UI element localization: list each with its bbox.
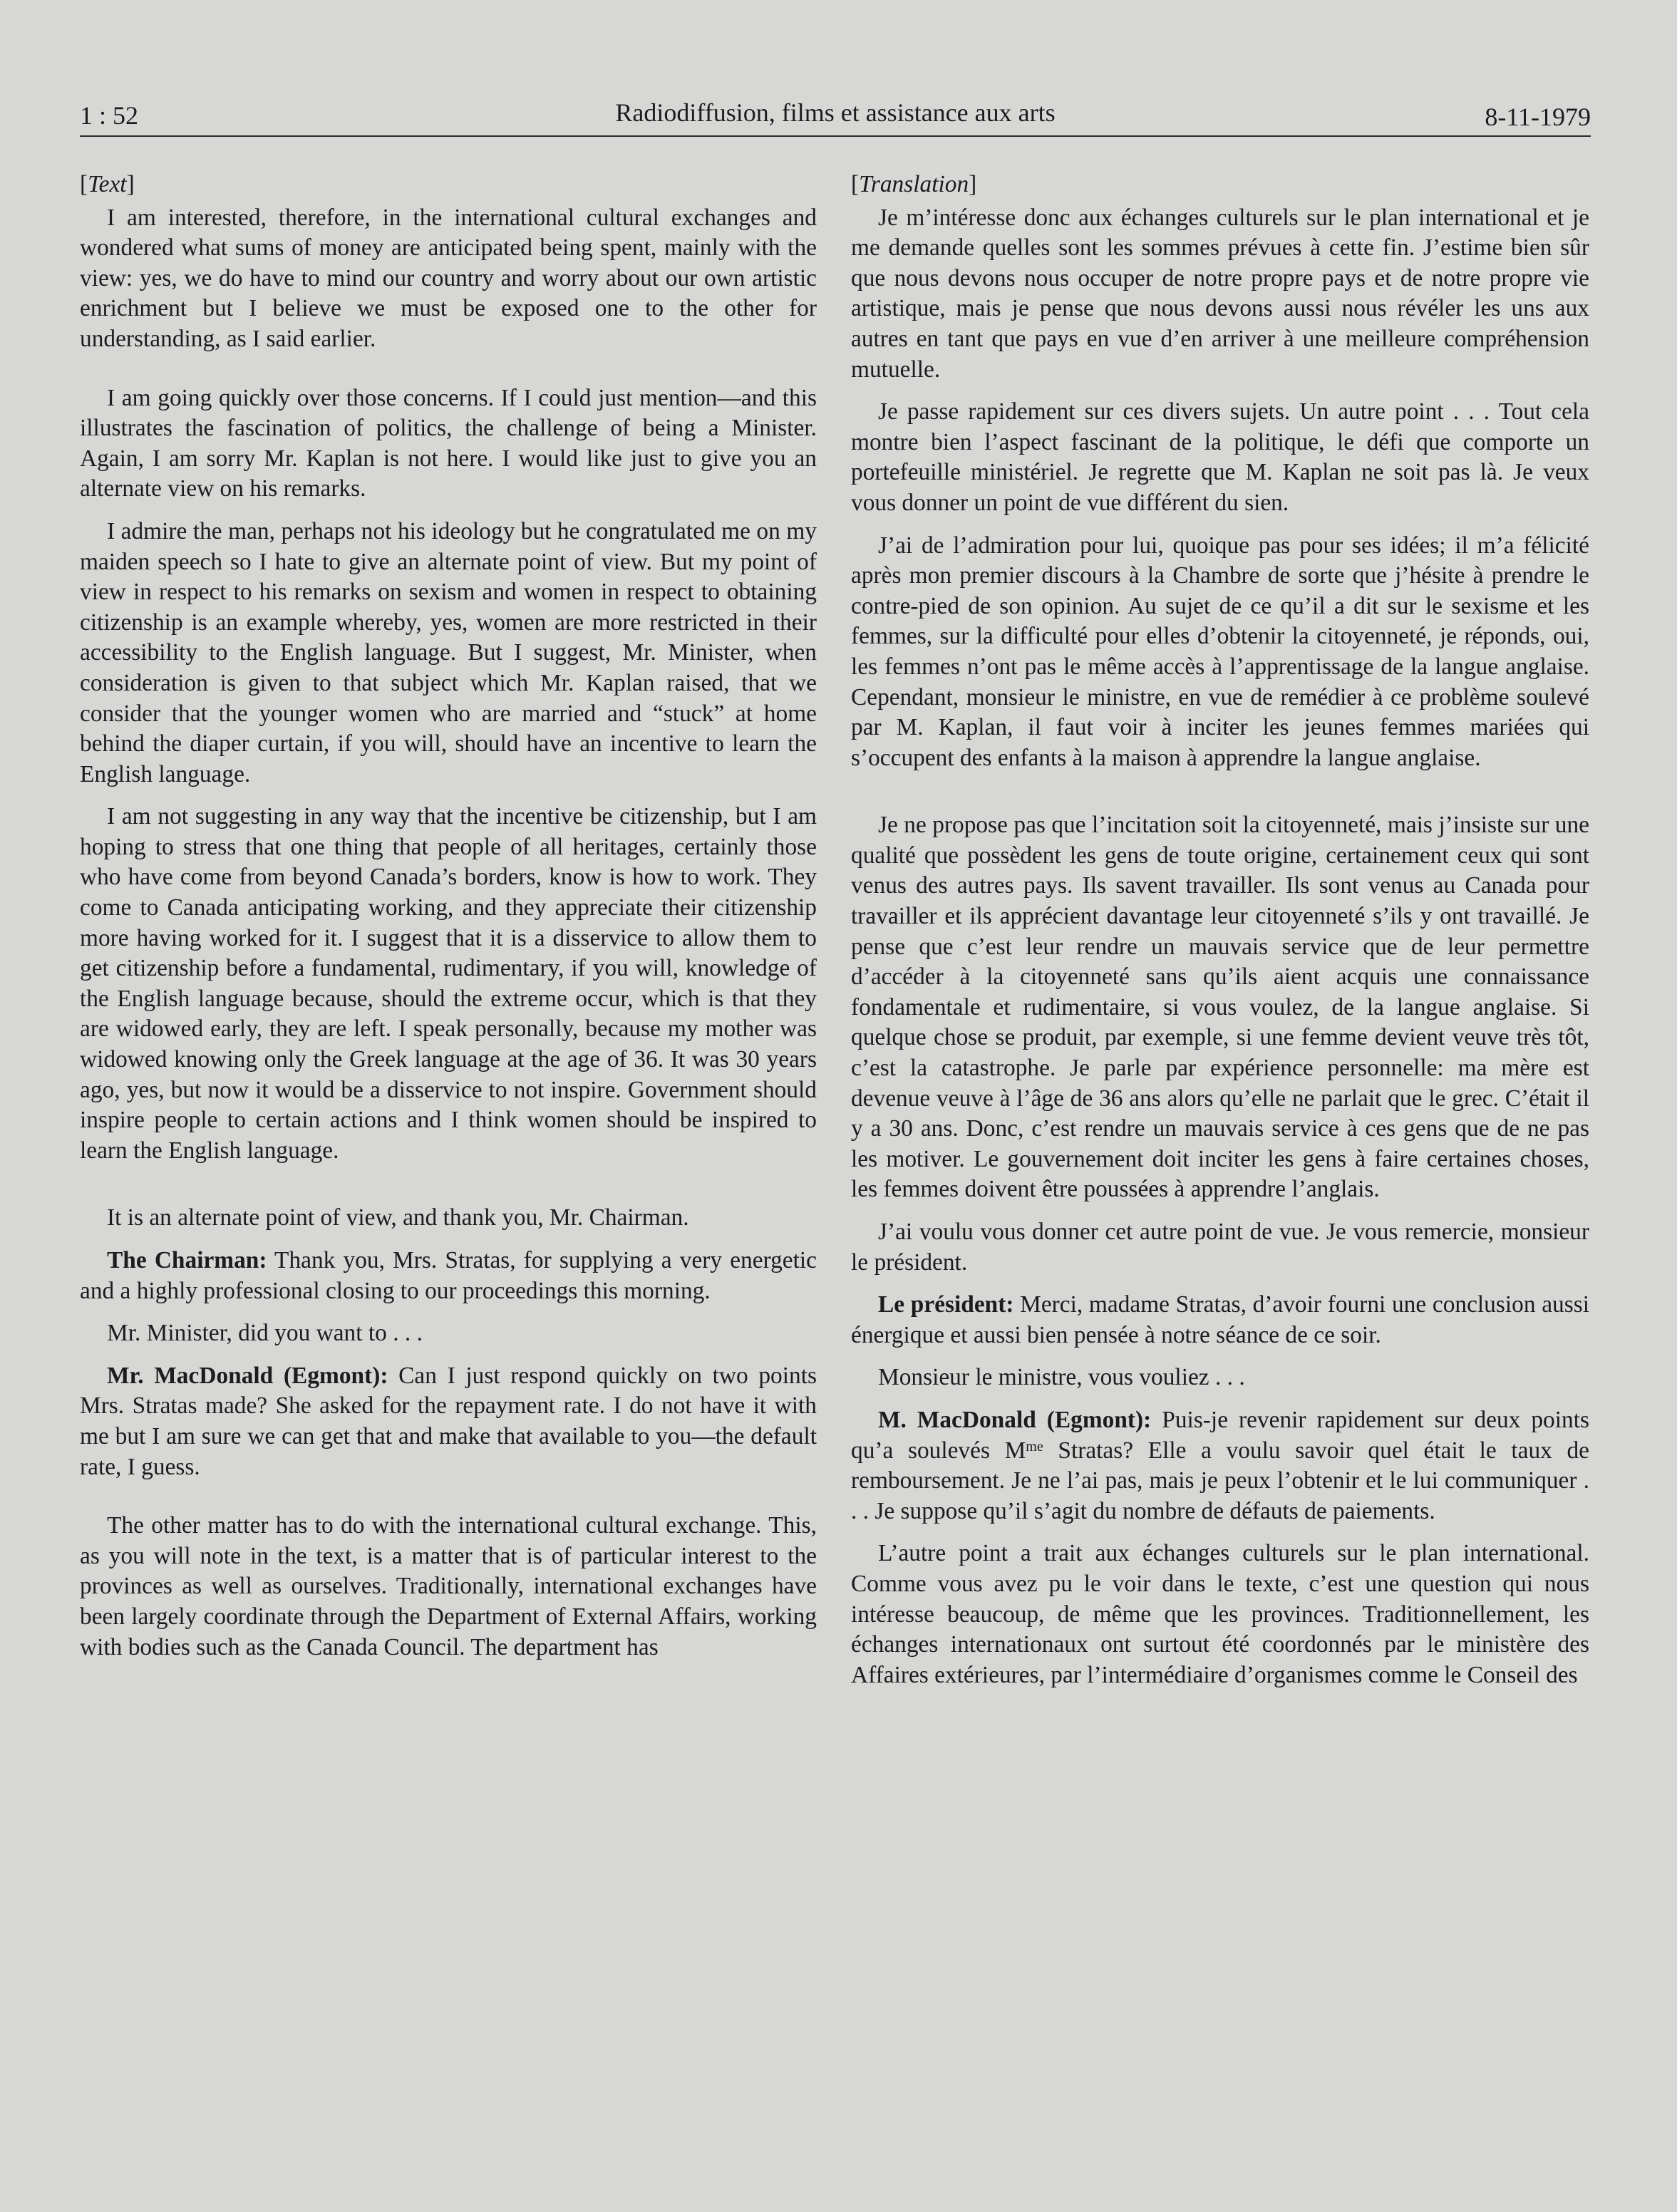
- running-header: [80, 90, 1591, 137]
- paragraph: Je m’intéresse donc aux échanges culturels sur le plan international et je me demande quelles sont les sommes prévues à cette fin. J’estime bien sûr que nous devons nous occuper de notre propre pays et de notre propre vie artistique, mais je pense que nous devons aussi nous révéler les uns aux autres en tant que pays en vue d’en arriver à une meilleure compréhension mutuelle.: [851, 204, 1589, 383]
- speaker-name: M. MacDonald (Egmont):: [878, 1406, 1152, 1433]
- paragraph: It is an alternate point of view, and thank you, Mr. Chairman.: [107, 1204, 689, 1231]
- header-date: 8-11-1979: [1485, 103, 1591, 131]
- paragraph: I am interested, therefore, in the international cultural exchanges and wondered what sums of money are anticipated being spent, mainly with the view: yes, we do have to mind our country and worry about our own artistic enrichment but I believe we must be exposed one to the other for understanding, as I said earlier.: [80, 204, 817, 352]
- paragraph: The Chairman: Thank you, Mrs. Stratas, for supplying a very energetic and a highly professional closing to our proceedings this morning.: [80, 1247, 817, 1304]
- paragraph: The other matter has to do with the international cultural exchange. This, as you will note in the text, is a matter that is of particular interest to the provinces as well as ourselves. Traditionally, international exchanges have been largely coordinate through the Department of External Affairs, working with bodies such as the Canada Council. The department has: [80, 1512, 817, 1660]
- page-number: 1 : 52: [80, 101, 139, 130]
- speaker-name: The Chairman:: [107, 1247, 267, 1273]
- paragraph: I am going quickly over those concerns. If I could just mention—and this illustrates the fascination of politics, the challenge of being a Minister. Again, I am sorry Mr. Kaplan is not here. I would like just to give you an alternate view on his remarks.: [80, 384, 817, 502]
- paragraph: Je passe rapidement sur ces divers sujets. Un autre point . . . Tout cela montre bien l’aspect fascinant de la politique, le défi que comporte un portefeuille ministériel. Je regrette que M. Kaplan ne soit pas là. Je veux vous donner un point de vue différent du sien.: [851, 398, 1589, 516]
- paragraph: M. MacDonald (Egmont): Puis-je revenir rapidement sur deux points qu’a soulevés $M^{me}$ Stratas? Elle a voulu savoir quel était le taux de remboursement. Je ne l’ai pas, mais je peux l’obtenir et le lui communiquer . . . Je suppose qu’il s’agit du nombre de défauts de paiements.: [851, 1406, 1589, 1524]
- speaker-name: Le président:: [878, 1291, 1014, 1318]
- french-column: [851, 170, 1589, 1702]
- paragraph: Le président: Merci, madame Stratas, d’avoir fourni une conclusion aussi énergique et aussi bien pensée à notre séance de ce soir.: [851, 1291, 1589, 1348]
- paragraph: I am not suggesting in any way that the incentive be citizenship, but I am hoping to stress that one thing that people of all heritages, certainly those who have come from beyond Canada’s borders, know is how to work. They come to Canada anticipating working, and they appreciate their citizenship more having worked for it. I suggest that it is a disservice to allow them to get citizenship before a fundamental, rudimentary, if you will, knowledge of the English language because, should the extreme occur, which is that they are widowed early, they are left. I speak personally, because my mother was widowed knowing only the Greek language at the age of 36. It was 30 years ago, yes, but now it would be a disservice to not inspire. Government should inspire people to certain actions and I think women should be inspired to learn the English language.: [80, 803, 817, 1164]
- translation-tag: [Translation]: [851, 171, 977, 197]
- paragraph: Mr. Minister, did you want to . . .: [107, 1320, 423, 1347]
- header-title: Radiodiffusion, films et assistance aux arts: [615, 98, 1056, 127]
- english-column: [80, 170, 817, 1675]
- text-tag: [Text]: [80, 171, 135, 197]
- paragraph: I admire the man, perhaps not his ideology but he congratulated me on my maiden speech so I hate to give an alternate point of view. But my point of view in respect to his remarks on sexism and women in respect to obtaining citizenship is an example whereby, yes, women are more restricted in their accessibility to the English language. But I suggest, Mr. Minister, when consideration is given to that subject which Mr. Kaplan raised, that we consider that the younger women who are married and “stuck” at home behind the diaper curtain, if you will, should have an incentive to learn the English language.: [80, 517, 817, 787]
- paragraph: Monsieur le ministre, vous vouliez . . .: [878, 1364, 1245, 1391]
- paragraph: J’ai voulu vous donner cet autre point de vue. Je vous remercie, monsieur le président.: [851, 1219, 1589, 1276]
- paragraph: J’ai de l’admiration pour lui, quoique pas pour ses idées; il m’a félicité après mon premier discours à la Chambre de sorte que j’hésite à prendre le contre-pied de son opinion. Au sujet de ce qu’il a dit sur le sexisme et les femmes, sur la difficulté pour elles d’obtenir la citoyenneté, je réponds, oui, les femmes n’ont pas le même accès à l’apprentissage de la langue anglaise. Cependant, monsieur le ministre, en vue de remédier à ce problème soulevé par M. Kaplan, il faut voir à inciter les jeunes femmes mariées qui s’occupent des enfants à la maison à apprendre la langue anglaise.: [851, 532, 1589, 771]
- paragraph: Mr. MacDonald (Egmont): Can I just respond quickly on two points Mrs. Stratas made? She asked for the repayment rate. I do not have it with me but I am sure we can get that and make that available to you—the default rate, I guess.: [80, 1362, 817, 1480]
- paragraph: L’autre point a trait aux échanges culturels sur le plan international. Comme vous avez pu le voir dans le texte, c’est une question qui nous intéresse beaucoup, de même que les provinces. Traditionnellement, les échanges internationaux ont surtout été coordonnés par le ministère des Affaires extérieures, par l’intermédiaire d’organismes comme le Conseil des: [851, 1540, 1589, 1688]
- speaker-name: Mr. MacDonald (Egmont):: [107, 1362, 388, 1389]
- paragraph: Je ne propose pas que l’incitation soit la citoyenneté, mais j’insiste sur une qualité que possèdent les gens de toute origine, certainement ceux qui sont venus des autres pays. Ils savent travailler. Ils sont venus au Canada pour travailler et ils apprécient davantage leur citoyenneté s’ils y ont travaillé. Je pense que c’est leur rendre un mauvais service que de leur permettre d’accéder à la citoyenneté sans qu’ils aient acquis une connaissance fondamentale et rudimentaire, si vous voulez, de la langue anglaise. Si quelque chose se produit, par exemple, si une femme devient veuve très tôt, c’est la catastrophe. Je parle par expérience personnelle: ma mère est devenue veuve à l’âge de 36 ans alors qu’elle ne parlait que le grec. C’était il y a 30 ans. Donc, c’est rendre un mauvais service à ces gens que de ne pas les motiver. Le gouvernement doit inciter les gens à faire certaines choses, les femmes doivent être poussées à apprendre l’anglais.: [851, 812, 1589, 1203]
